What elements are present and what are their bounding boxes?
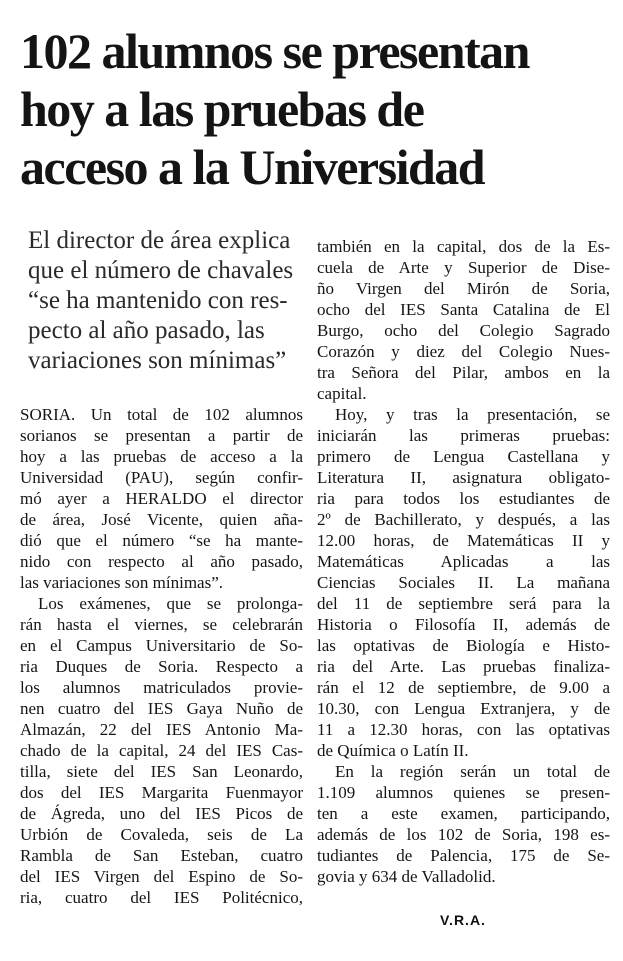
subheadline-line: que el número de chavales [28,257,294,284]
subheadline-line: pecto al año pasado, las [28,317,265,344]
headline-line: acceso a la Universidad [20,139,485,195]
subheadline [28,226,298,376]
body-line: ocho del IES Santa Catalina de El [317,300,610,319]
body-line: SORIA. Un total de 102 alumnos [20,405,303,424]
byline: V.R.A. [440,912,486,928]
body-line: las optativas de Biología e Histo- [317,636,610,655]
body-line: nen cuatro del IES Gaya Nuño de [20,699,303,718]
body-column-right [317,236,610,887]
body-line: ño Virgen del Mirón de Soria, [317,279,610,298]
body-column-left [20,404,303,908]
body-line: Literatura II, asignatura obligato- [317,468,610,487]
headline [20,22,610,196]
body-line: cuela de Arte y Superior de Dise- [317,258,610,277]
body-line: ria del Arte. Las pruebas finaliza- [317,657,610,676]
body-line: del IES Virgen del Espino de So- [20,867,303,886]
body-line: capital. [317,384,367,403]
body-line: Universidad (PAU), según confir- [20,468,303,487]
headline-line: hoy a las pruebas de [20,81,424,137]
body-line: las variaciones son mínimas”. [20,573,224,592]
body-line: Historia o Filosofía II, además de [317,615,610,634]
body-line: Ciencias Sociales II. La mañana [317,573,610,592]
body-line: de área, José Vicente, quien aña- [20,510,303,529]
subheadline-line: “se ha mantenido con res- [28,287,288,314]
body-line: dió que el número “se ha mante- [20,531,303,550]
body-line: ria Duques de Soria. Respecto a [20,657,303,676]
subheadline-line: El director de área explica [28,227,291,254]
body-line: en el Campus Universitario de So- [20,636,303,655]
body-line: iniciarán las primeras pruebas: [317,426,610,445]
body-line: chado de la capital, 24 del IES Cas- [20,741,303,760]
body-line: dos del IES Margarita Fuenmayor [20,783,303,802]
headline-line: 102 alumnos se presentan [20,23,529,79]
body-line: govia y 634 de Valladolid. [317,867,496,886]
body-line: En la región serán un total de [335,762,610,781]
body-line: los alumnos matriculados provie- [20,678,303,697]
body-line: Matemáticas Aplicadas a las [317,552,610,571]
body-line: Burgo, ocho del Colegio Sagrado [317,321,610,340]
body-line: del 11 de septiembre será para la [317,594,610,613]
body-line: de Ágreda, uno del IES Picos de [20,804,303,823]
body-line: Corazón y diez del Colegio Nues- [317,342,610,361]
body-line: Urbión de Covaleda, seis de La [20,825,303,844]
body-line: también en la capital, dos de la Es- [317,237,610,256]
body-line: 10.30, con Lengua Extranjera, y de [317,699,610,718]
body-line: ten a este examen, participando, [317,804,610,823]
body-line: de Química o Latín II. [317,741,469,760]
body-line: tudiantes de Palencia, 175 de Se- [317,846,610,865]
body-line: ria, cuatro del IES Politécnico, [20,888,303,907]
body-line: nido con respecto al año pasado, [20,552,303,571]
body-line: 12.00 horas, de Matemáticas II y [317,531,610,550]
body-line: 2º de Bachillerato, y después, a las [317,510,610,529]
body-line: hoy a las pruebas de acceso a la [20,447,303,466]
body-line: 11 a 12.30 horas, con las optativas [317,720,610,739]
body-line: Rambla de San Esteban, cuatro [20,846,303,865]
body-line: rán el 12 de septiembre, de 9.00 a [317,678,610,697]
body-line: Almazán, 22 del IES Antonio Ma- [20,720,303,739]
body-line: tra Señora del Pilar, ambos en la [317,363,610,382]
body-line: Los exámenes, que se prolonga- [38,594,303,613]
body-line: mó ayer a HERALDO el director [20,489,303,508]
body-line: rán hasta el viernes, se celebrarán [20,615,303,634]
body-line: 1.109 alumnos quienes se presen- [317,783,610,802]
body-line: Hoy, y tras la presentación, se [335,405,610,424]
body-line: además de los 102 de Soria, 198 es- [317,825,610,844]
body-line: tilla, siete del IES San Leonardo, [20,762,303,781]
body-line: sorianos se presentan a partir de [20,426,303,445]
subheadline-line: variaciones son mínimas” [28,347,287,374]
body-line: primero de Lengua Castellana y [317,447,610,466]
body-line: ria para todos los estudiantes de [317,489,610,508]
